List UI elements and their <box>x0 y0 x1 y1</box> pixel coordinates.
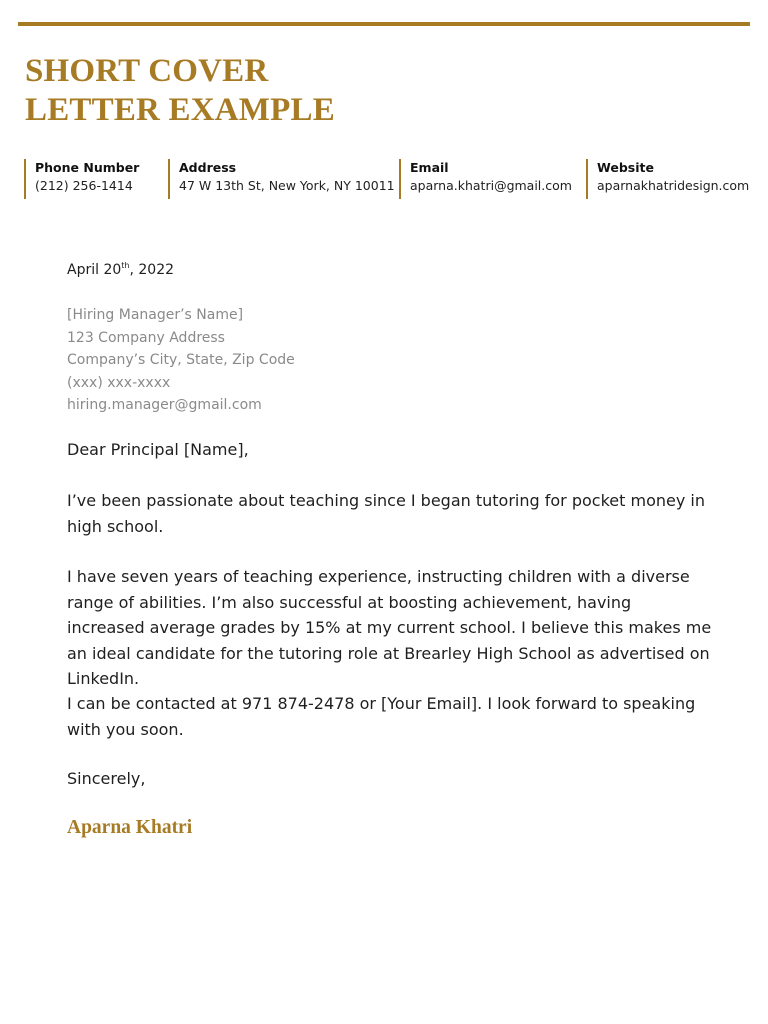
recipient-address: 123 Company Address <box>67 329 225 346</box>
paragraph-2: I have seven years of teaching experience, instructing children with a diverse range of abilities. I’m also successful at boosting achievement, having increased average grades by 15% at my current school. I believe this makes me an ideal candidate for the tutoring role at Brearley High School as advertised on LinkedIn. <box>67 567 712 688</box>
contact-address-label: Address <box>179 160 237 175</box>
top-rule <box>18 22 750 26</box>
recipient-city: Company’s City, State, Zip Code <box>67 352 295 368</box>
paragraph-1: I’ve been passionate about teaching since I began tutoring for pocket money in high school. <box>67 491 705 536</box>
contact-website-value: aparnakhatridesign.com <box>597 178 750 193</box>
contact-email-label: Email <box>410 160 449 175</box>
contact-website-label: Website <box>597 160 654 175</box>
date-suffix: th <box>121 261 130 270</box>
date-year: , 2022 <box>129 262 175 278</box>
contact-email <box>399 159 579 199</box>
page-title <box>25 52 335 130</box>
paragraph-3: I can be contacted at 971 874-2478 or [Your Email]. I look forward to speaking with you soon. <box>67 694 696 739</box>
contact-address-value: 47 W 13th St, New York, NY 10011 <box>179 178 395 193</box>
date-month-day: April 20 <box>67 262 122 278</box>
recipient-block <box>67 304 295 417</box>
recipient-phone: (xxx) xxx-xxxx <box>67 374 171 391</box>
contact-email-value: aparna.khatri@gmail.com <box>410 178 572 193</box>
contact-address <box>168 159 393 199</box>
contact-phone-value: (212) 256-1414 <box>35 178 133 193</box>
closing: Sincerely, <box>67 769 146 788</box>
contact-phone-label: Phone Number <box>35 160 140 175</box>
recipient-name: [Hiring Manager’s Name] <box>67 307 244 323</box>
title-line-1: SHORT COVER <box>25 53 269 89</box>
signature: Aparna Khatri <box>67 817 193 838</box>
contact-website <box>586 159 756 199</box>
letter-date <box>67 260 174 280</box>
title-line-2: LETTER EXAMPLE <box>25 92 335 128</box>
recipient-email: hiring.manager@gmail.com <box>67 397 262 413</box>
contact-phone <box>24 159 164 199</box>
salutation: Dear Principal [Name], <box>67 440 249 459</box>
